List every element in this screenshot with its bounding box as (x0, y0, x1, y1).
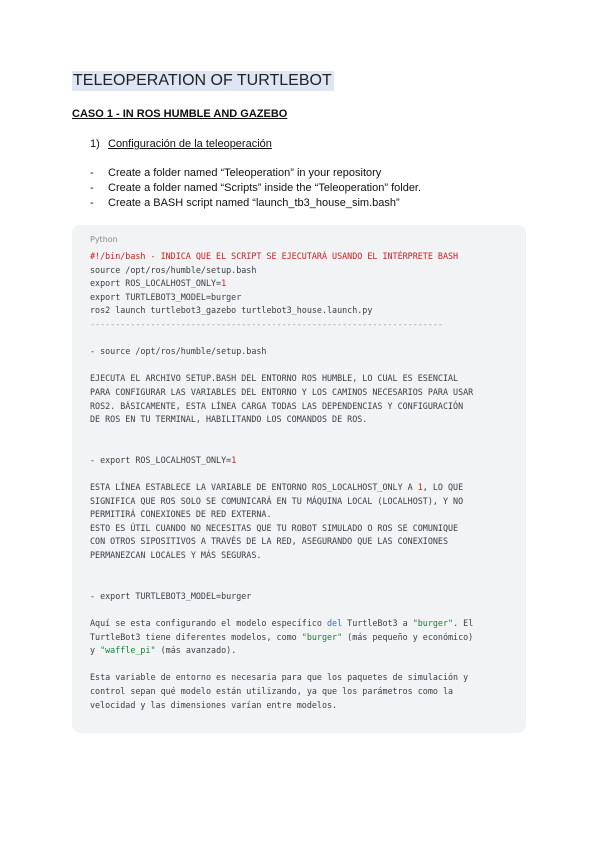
code-token: source /opt/ros/humble/setup.bash (90, 264, 257, 275)
code-token: . El (453, 618, 474, 629)
code-line (90, 522, 473, 536)
code-token: y (90, 645, 101, 656)
list-item (90, 196, 421, 211)
code-token: 1 (417, 482, 423, 493)
numbered-item (90, 138, 272, 150)
code-line (90, 264, 473, 278)
code-line (90, 699, 473, 713)
code-token: "burger" (301, 631, 343, 642)
code-line (90, 386, 473, 400)
code-token: DE ROS EN TU TERMINAL, HABILITANDO LOS COMANDOS DE ROS. (90, 414, 368, 425)
code-token: export ROS_LOCALHOST_ONLY= (90, 278, 222, 289)
code-line (90, 576, 473, 590)
code-line (90, 372, 473, 386)
code-token: PERMANEZCAN LOCALES Y MÁS SEGURAS. (90, 550, 262, 561)
code-token: (más pequeño y económico) (342, 631, 474, 642)
code-line (90, 468, 473, 482)
code-line (90, 658, 473, 672)
code-token: TurtleBot3 tiene diferentes modelos, como (90, 631, 302, 642)
code-token: del (326, 618, 343, 629)
code-token: ESTA LÍNEA ESTABLECE LA VARIABLE DE ENTORNO ROS_LOCALHOST_ONLY A (90, 482, 418, 493)
code-token: PARA CONFIGURAR LAS VARIABLES DEL ENTORNO Y LOS CAMINOS NECESARIOS PARA USAR (90, 386, 474, 397)
code-token: #!/bin/bash - INDICA QUE EL SCRIPT SE EJECUTARÁ USANDO EL INTÉRPRETE BASH (90, 251, 459, 261)
code-line (90, 440, 473, 454)
document-title: TELEOPERATION OF TURTLEBOT (73, 72, 332, 89)
code-token: ROS2. BÁSICAMENTE, ESTA LÍNEA CARGA TODAS LAS DEPENDENCIAS Y CONFIGURACIÓN (90, 400, 464, 411)
bullet-list (90, 166, 421, 211)
code-line (90, 617, 473, 631)
code-token: ros2 launch turtlebot3_gazebo turtlebot3_house.launch.py (90, 305, 373, 316)
code-token: "waffle_pi" (100, 645, 156, 656)
item-number: 1) (90, 138, 100, 150)
code-token: Esta variable de entorno es necesaria para que los paquetes de simulación y (90, 672, 469, 683)
code-line (90, 277, 473, 291)
code-line (90, 495, 473, 509)
code-line (90, 400, 473, 414)
item-text: Configuración de la teleoperación (108, 138, 272, 150)
bullet-marker: - (90, 197, 94, 209)
code-token: export TURTLEBOT3_MODEL=burger (90, 291, 242, 302)
code-token: TurtleBot3 a (342, 618, 413, 629)
code-line (90, 318, 473, 332)
code-token: ESTO ES ÚTIL CUANDO NO NECESITAS QUE TU ROBOT SIMULADO O ROS SE COMUNIQUE (90, 522, 459, 533)
section-subtitle: CASO 1 - IN ROS HUMBLE AND GAZEBO (72, 108, 288, 120)
code-token: SIGNIFICA QUE ROS SOLO SE COMUNICARÁ EN TU MÁQUINA LOCAL (LOCALHOST), Y NO (90, 495, 464, 506)
code-content[interactable] (90, 250, 473, 712)
code-line (90, 631, 473, 645)
bullet-text: Create a folder named “Scripts” inside the “Teleoperation” folder. (108, 182, 422, 194)
code-line (90, 549, 473, 563)
code-line (90, 345, 473, 359)
code-token: - export ROS_LOCALHOST_ONLY= (90, 454, 232, 465)
code-token: (más avanzado). (155, 645, 237, 656)
code-line (90, 413, 473, 427)
code-block[interactable] (72, 225, 526, 733)
code-token: CON OTROS SIPOSITIVOS A TRAVÉS DE LA RED, ASEGURANDO QUE LAS CONEXIONES (90, 536, 448, 547)
code-line (90, 590, 473, 604)
list-item (90, 166, 421, 181)
code-token: EJECUTA EL ARCHIVO SETUP.BASH DEL ENTORNO ROS HUMBLE, LO CUAL ES ESENCIAL (90, 373, 459, 384)
code-line (90, 644, 473, 658)
code-token: velocidad y las dimensiones varían entre modelos. (90, 699, 338, 710)
code-token: "burger" (412, 618, 454, 629)
bullet-text: Create a BASH script named “launch_tb3_house_sim.bash” (108, 197, 400, 209)
code-token: ---------------------------------------------------------------------- (90, 318, 443, 329)
code-token: , LO QUE (422, 482, 464, 493)
code-token: - export TURTLEBOT3_MODEL=burger (90, 590, 252, 601)
code-token: - source /opt/ros/humble/setup.bash (90, 346, 267, 357)
code-line (90, 535, 473, 549)
code-line (90, 359, 473, 373)
code-line (90, 454, 473, 468)
code-line (90, 671, 473, 685)
code-token: PERMITIRÁ CONEXIONES DE RED EXTERNA. (90, 509, 272, 520)
code-line (90, 250, 473, 264)
code-line (90, 481, 473, 495)
code-line (90, 291, 473, 305)
code-line (90, 563, 473, 577)
code-token: Aquí se esta configurando el modelo específico (90, 618, 327, 629)
bullet-marker: - (90, 182, 94, 194)
code-token: control sepan qué modelo están utilizando, ya que los parámetros como la (90, 686, 454, 696)
code-token: 1 (221, 278, 227, 289)
code-line (90, 332, 473, 346)
bullet-text: Create a folder named “Teleoperation” in your repository (108, 167, 382, 179)
code-token: 1 (231, 454, 237, 465)
code-line (90, 685, 473, 699)
code-line (90, 603, 473, 617)
code-line (90, 508, 473, 522)
list-item (90, 181, 421, 196)
code-line (90, 427, 473, 441)
code-line (90, 304, 473, 318)
bullet-marker: - (90, 167, 94, 179)
code-language-label: Python (90, 235, 118, 244)
